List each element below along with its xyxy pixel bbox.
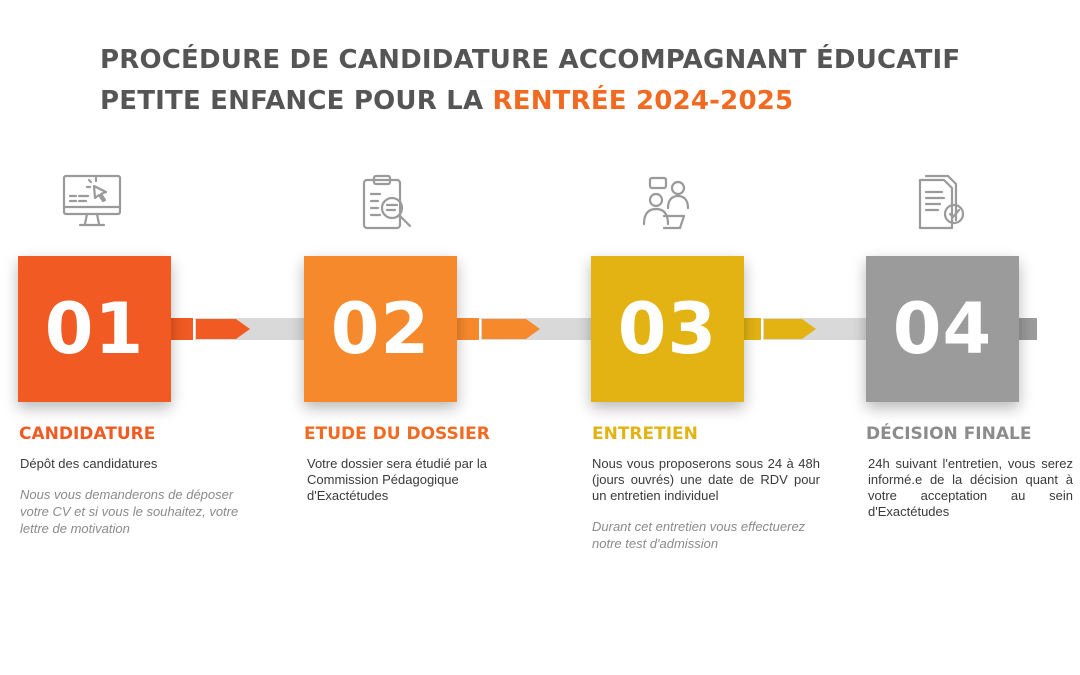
title-line-1: PROCÉDURE DE CANDIDATURE ACCOMPAGNANT ÉDUCATIF	[100, 45, 961, 75]
step-1-title: CANDIDATURE	[19, 424, 156, 444]
step-2-number: 02	[330, 288, 431, 370]
step-1-box	[18, 256, 171, 402]
interview-people-icon	[634, 172, 698, 236]
computer-cursor-icon	[60, 170, 124, 234]
step-3-box	[591, 256, 744, 402]
step-1-note: Nous vous demanderons de déposer votre CV et si vous le souhaitez, votre lettre de motivation	[20, 487, 239, 536]
step-3-description: Nous vous proposerons sous 24 à 48h (jours ouvrés) une date de RDV pour un entretien individuel	[592, 456, 820, 503]
step-2-title: ETUDE DU DOSSIER	[304, 424, 490, 444]
connector-2-3	[448, 312, 598, 346]
connector-1-2	[162, 312, 312, 346]
step-4-title: DÉCISION FINALE	[866, 424, 1032, 444]
step-4-box	[866, 256, 1019, 402]
step-1-number: 01	[44, 288, 145, 370]
document-check-icon	[910, 172, 974, 236]
step-2-description: Votre dossier sera étudié par la Commission Pédagogique d'Exactétudes	[307, 456, 487, 503]
step-2-box	[304, 256, 457, 402]
document-magnifier-icon	[356, 172, 420, 236]
title-line-2: PETITE ENFANCE POUR LA	[100, 86, 493, 116]
step-1-description: Dépôt des candidatures	[20, 456, 158, 471]
step-4-number: 04	[892, 288, 993, 370]
step-3-title: ENTRETIEN	[592, 424, 698, 444]
step-4-description: 24h suivant l'entretien, vous serez informé.e de la décision quant à votre acceptation au sein d'Exactétudes	[868, 456, 1073, 519]
title-highlight: RENTRÉE 2024-2025	[492, 86, 794, 116]
connector-3-4	[730, 312, 875, 346]
page-title	[100, 40, 1040, 122]
step-3-note: Durant cet entretien vous effectuerez notre test d'admission	[592, 519, 806, 551]
step-3-number: 03	[617, 288, 718, 370]
